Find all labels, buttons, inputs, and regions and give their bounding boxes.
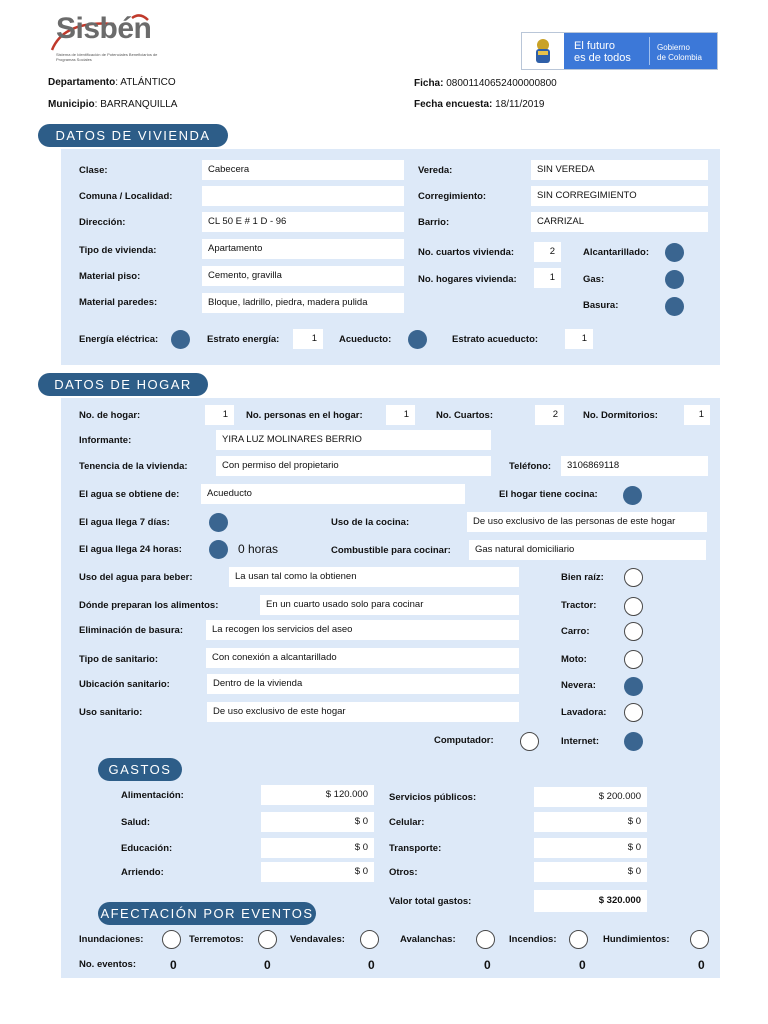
computador-indicator [520,732,539,751]
energia-label: Energía eléctrica: [79,334,159,345]
hogar-cuartos-label: No. Cuartos: [436,410,493,421]
ficha-value: 08001140652400000800 [446,78,557,89]
informante-field: YIRA LUZ MOLINARES BERRIO [216,430,491,450]
dormitorios-field: 1 [684,405,710,425]
servicios-field: $ 200.000 [534,787,647,807]
municipio-value: BARRANQUILLA [100,99,178,110]
estrato-energia-label: Estrato energía: [207,334,280,345]
alcantarillado-indicator [665,243,684,262]
ubicacion-sanitario-label: Ubicación sanitario: [79,679,170,690]
uso-cocina-label: Uso de la cocina: [331,517,410,528]
ficha-label: Ficha: [414,78,444,89]
ficha-line [414,78,557,89]
alcantarillado-label: Alcantarillado: [583,247,649,258]
arriendo-field: $ 0 [261,862,374,882]
barrio-field: CARRIZAL [531,212,708,232]
bien-raiz-label: Bien raíz: [561,572,604,583]
cuartos-vivienda-label: No. cuartos vivienda: [418,247,515,258]
eliminacion-label: Eliminación de basura: [79,625,183,636]
uso-agua-label: Uso del agua para beber: [79,572,193,583]
preparan-label: Dónde preparan los alimentos: [79,600,219,611]
nevera-indicator [624,677,643,696]
direccion-field: CL 50 E # 1 D - 96 [202,212,404,232]
departamento-line: Departamento: ATLÁNTICO [48,77,176,88]
agua-7-label: El agua llega 7 días: [79,517,170,528]
sisben-logo [44,10,174,66]
escudo-icon [522,33,564,69]
terremotos-indicator [258,930,277,949]
personas-label: No. personas en el hogar: [246,410,363,421]
acueducto-indicator [408,330,427,349]
avalanchas-count: 0 [484,958,491,972]
hogar-cuartos-field: 2 [535,405,564,425]
no-eventos-label: No. eventos: [79,959,137,970]
municipio-line: Municipio: BARRANQUILLA [48,99,178,110]
moto-indicator [624,650,643,669]
incendios-indicator [569,930,588,949]
gov-name-1: Gobierno [657,43,690,52]
municipio-label: Municipio [48,99,95,110]
alimentacion-field: $ 120.000 [261,785,374,805]
corregimiento-label: Corregimiento: [418,191,487,202]
telefono-label: Teléfono: [509,461,552,472]
clase-label: Clase: [79,165,108,176]
dormitorios-label: No. Dormitorios: [583,410,658,421]
gov-slogan-2: es de todos [574,52,631,64]
gastos-section-title: GASTOS [98,758,182,781]
incendios-label: Incendios: [509,934,557,945]
educacion-field: $ 0 [261,838,374,858]
material-piso-label: Material piso: [79,271,141,282]
moto-label: Moto: [561,654,587,665]
avalanchas-indicator [476,930,495,949]
transporte-field: $ 0 [534,838,647,858]
hundimientos-indicator [690,930,709,949]
vendavales-label: Vendavales: [290,934,345,945]
gobierno-logo [521,32,718,70]
tipo-vivienda-label: Tipo de vivienda: [79,245,157,256]
lavadora-indicator [624,703,643,722]
acueducto-label: Acueducto: [339,334,392,345]
carro-label: Carro: [561,626,590,637]
otros-label: Otros: [389,867,418,878]
vendavales-indicator [360,930,379,949]
celular-label: Celular: [389,817,425,828]
hogares-vivienda-field: 1 [534,268,561,288]
total-gastos-label: Valor total gastos: [389,896,472,907]
arriendo-label: Arriendo: [121,867,164,878]
departamento-value: ATLÁNTICO [120,77,176,88]
escudo-shape-icon [522,33,564,69]
cocina-label: El hogar tiene cocina: [499,489,598,500]
celular-field: $ 0 [534,812,647,832]
tenencia-field: Con permiso del propietario [216,456,491,476]
terremotos-count: 0 [264,958,271,972]
inundaciones-indicator [162,930,181,949]
estrato-acueducto-field: 1 [565,329,593,349]
estrato-acueducto-label: Estrato acueducto: [452,334,539,345]
agua-24-indicator [209,540,228,559]
hundimientos-count: 0 [698,958,705,972]
eventos-section-title: AFECTACIÓN POR EVENTOS [98,902,316,925]
no-hogar-label: No. de hogar: [79,410,141,421]
incendios-count: 0 [579,958,586,972]
servicios-label: Servicios públicos: [389,792,477,803]
uso-sanitario-field: De uso exclusivo de este hogar [207,702,519,722]
bien-raiz-indicator [624,568,643,587]
tipo-vivienda-field: Apartamento [202,239,404,259]
uso-sanitario-label: Uso sanitario: [79,707,143,718]
cuartos-vivienda-field: 2 [534,242,561,262]
fecha-value: 18/11/2019 [495,99,545,110]
ubicacion-sanitario-field: Dentro de la vivienda [207,674,519,694]
sanitario-field: Con conexión a alcantarillado [206,648,519,668]
nevera-label: Nevera: [561,680,596,691]
hogares-vivienda-label: No. hogares vivienda: [418,274,517,285]
inundaciones-label: Inundaciones: [79,934,144,945]
agua-7-indicator [209,513,228,532]
sisben-logo-text: Sisbén [56,12,152,45]
informante-label: Informante: [79,435,132,446]
educacion-label: Educación: [121,843,173,854]
cocina-indicator [623,486,642,505]
preparan-field: En un cuarto usado solo para cocinar [260,595,519,615]
total-gastos-field: $ 320.000 [534,890,647,912]
transporte-label: Transporte: [389,843,442,854]
otros-field: $ 0 [534,862,647,882]
basura-label: Basura: [583,300,619,311]
no-hogar-field: 1 [205,405,234,425]
uso-agua-field: La usan tal como la obtienen [229,567,519,587]
comuna-label: Comuna / Localidad: [79,191,173,202]
vereda-label: Vereda: [418,165,453,176]
internet-indicator [624,732,643,751]
material-paredes-label: Material paredes: [79,297,158,308]
avalanchas-label: Avalanchas: [400,934,456,945]
energia-indicator [171,330,190,349]
corregimiento-field: SIN CORREGIMIENTO [531,186,708,206]
lavadora-label: Lavadora: [561,707,607,718]
gov-divider [649,37,650,65]
vendavales-count: 0 [368,958,375,972]
departamento-label: Departamento [48,77,116,88]
agua-obtiene-field: Acueducto [201,484,465,504]
gas-indicator [665,270,684,289]
tractor-label: Tractor: [561,600,597,611]
alimentacion-label: Alimentación: [121,790,184,801]
combustible-label: Combustible para cocinar: [331,545,451,556]
personas-field: 1 [386,405,415,425]
agua-obtiene-label: El agua se obtiene de: [79,489,180,500]
direccion-label: Dirección: [79,217,126,228]
combustible-field: Gas natural domiciliario [469,540,706,560]
material-paredes-field: Bloque, ladrillo, piedra, madera pulida [202,293,404,313]
clase-field: Cabecera [202,160,404,180]
gov-name-2: de Colombia [657,53,702,62]
basura-indicator [665,297,684,316]
material-piso-field: Cemento, gravilla [202,266,404,286]
inundaciones-count: 0 [170,958,177,972]
hundimientos-label: Hundimientos: [603,934,670,945]
comuna-field [202,186,404,206]
barrio-label: Barrio: [418,217,450,228]
vereda-field: SIN VEREDA [531,160,708,180]
eliminacion-field: La recogen los servicios del aseo [206,620,519,640]
sanitario-label: Tipo de sanitario: [79,654,159,665]
tractor-indicator [624,597,643,616]
salud-field: $ 0 [261,812,374,832]
horas-value: 0 horas [238,542,279,556]
vivienda-section-title: DATOS DE VIVIENDA [38,124,228,147]
tenencia-label: Tenencia de la vivienda: [79,461,188,472]
computador-label: Computador: [434,735,494,746]
terremotos-label: Terremotos: [189,934,244,945]
hogar-section-title: DATOS DE HOGAR [38,373,208,396]
fecha-label: Fecha encuesta: [414,99,493,110]
uso-cocina-field: De uso exclusivo de las personas de este hogar [467,512,707,532]
agua-24-label: El agua llega 24 horas: [79,544,182,555]
gas-label: Gas: [583,274,605,285]
fecha-line [414,99,544,110]
salud-label: Salud: [121,817,151,828]
telefono-field: 3106869118 [561,456,708,476]
gov-slogan-1: El futuro [574,40,615,52]
estrato-energia-field: 1 [293,329,323,349]
carro-indicator [624,622,643,641]
sisben-tagline: Sistema de Identificación de Potenciales Beneficiarios de Programas Sociales [56,52,158,62]
internet-label: Internet: [561,736,599,747]
